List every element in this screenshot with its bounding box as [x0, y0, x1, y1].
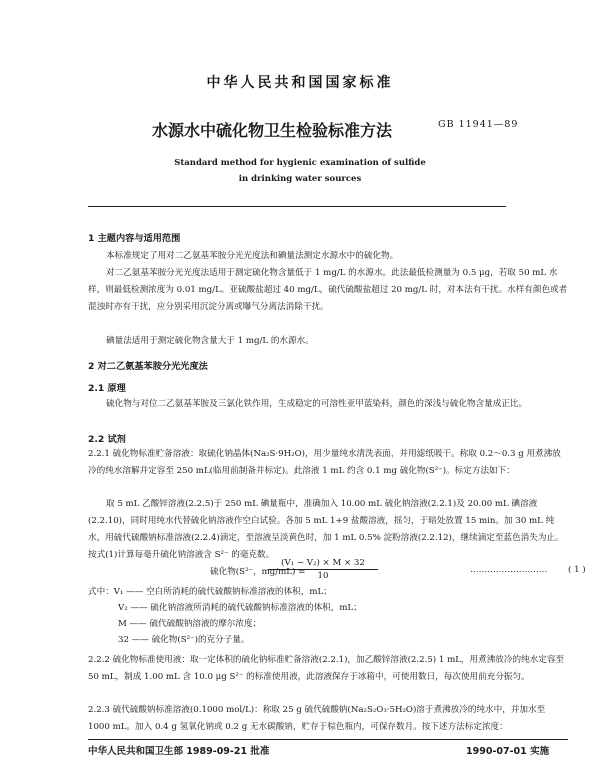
- section-2-heading: 2 对二乙氨基苯胺分光光度法: [88, 361, 208, 372]
- section-2-2-3-paragraph: 2.2.3 硫代硫酸钠标准溶液(0.1000 mol/L)：称取 25 g 硫代硫酸钠(Na₂S₂O₃·5H₂O)溶于煮沸放冷的纯水中，并加水至 1000 mL。加入 0.4 g 氢氧化钠或 0.2 g 无水碳酸钠，贮存于棕色瓶内，可保存数月。按下述方法标定浓度：: [88, 705, 546, 732]
- approval-note: 中华人民共和国卫生部 1989-09-21 批准: [88, 746, 270, 757]
- formula-label: 硫化物(S²⁻，mg/mL) =: [210, 567, 306, 577]
- formula-dots: ………………………: [470, 565, 548, 575]
- formula-number: ( 1 ): [568, 565, 586, 575]
- section-2-2-1-paragraph: 2.2.1 硫化物标准贮备溶液：取硫化钠晶体(Na₂S·9H₂O)，用少量纯水清洗表面，并用滤纸吸干。称取 0.2～0.3 g 用煮沸放冷的纯水溶解并定容至 250 mL(临用前制备并标定)。此溶液 1 mL 约含 0.1 mg 硫化物(S²⁻)。标定方法如下：: [88, 449, 561, 476]
- variable-definition-4: 32 —— 硫化物(S²⁻)的克分子量。: [118, 635, 250, 645]
- english-title-line2: in drinking water sources: [238, 174, 362, 184]
- section-1-paragraph-1: 本标准规定了用对二乙氨基苯胺分光光度法和碘量法测定水源水中的硫化物。: [106, 251, 399, 261]
- english-title-line1: Standard method for hygienic examination of sulfide: [174, 158, 426, 168]
- section-1-paragraph-2: 对二乙氨基苯胺分光光度法适用于测定硫化物含量低于 1 mg/L 的水源水。此法最低检测量为 0.5 μg，若取 50 mL 水样，则最低检测浓度为 0.01 mg/L。亚硫酸盐超过 40 mg/L，硫代硫酸盐超过 20 mg/L 时，对本法有干扰。水样有颜色或者混浊时亦有干扰，应分别采用沉淀分离或曝气分离法消除干扰。: [88, 268, 568, 312]
- title-divider: [88, 206, 506, 207]
- standard-number: GB 11941—89: [438, 119, 519, 130]
- section-2-1-heading: 2.1 原理: [88, 383, 126, 394]
- section-2-2-2-paragraph: 2.2.2 硫化物标准使用液：取一定体积的硫化钠标准贮备溶液(2.2.1)，加乙酸锌溶液(2.2.5) 1 mL，用煮沸放冷的纯水定容至 50 mL，制成 1.00 mL 含 10.0 μg S²⁻ 的标准使用液，此溶液保存于冰箱中，可使用数日，每次使用前充分振匀。: [88, 655, 565, 682]
- variable-definition-3: M —— 硫代硫酸钠溶液的摩尔浓度；: [118, 619, 262, 629]
- footer-divider: [88, 739, 568, 740]
- formula-fraction: [268, 558, 378, 581]
- section-2-2-heading: 2.2 试剂: [88, 434, 126, 445]
- section-1-paragraph-3: 碘量法适用于测定硫化物含量大于 1 mg/L 的水源水。: [106, 336, 314, 346]
- variable-definition-1: 式中：V₁ —— 空白所消耗的硫代硫酸钠标准溶液的体积，mL；: [88, 587, 332, 597]
- main-title: 水源水中硫化物卫生检验标准方法: [152, 121, 393, 140]
- section-2-2-1-calibration: 取 5 mL 乙酸锌溶液(2.2.5)于 250 mL 碘量瓶中，准确加入 10.00 mL 硫化钠溶液(2.2.1)及 20.00 mL 碘溶液(2.2.10)，同时用纯水代替硫化钠溶液作空白试验。各加 5 mL 1+9 盐酸溶液，摇匀，于暗处放置 15 min。加 30 mL 纯水，用硫代硫酸钠标准溶液(2.2.4)滴定，至溶液呈淡黄色时，加 1 mL 0.5% 淀粉溶液(2.2.12)，继续滴定至蓝色消失为止。按式(1)计算每毫升硫化钠溶液含 S²⁻ 的毫克数。: [88, 499, 564, 560]
- standard-title: 中华人民共和国国家标准: [206, 75, 394, 91]
- variable-definition-2: V₂ —— 硫化钠溶液所消耗的硫代硫酸钠标准溶液的体积，mL；: [118, 603, 362, 613]
- implementation-date: 1990-07-01 实施: [466, 746, 550, 757]
- formula-numerator: (V₁ − V₂) × M × 32: [268, 558, 378, 570]
- section-1-heading: 1 主题内容与适用范围: [88, 233, 181, 244]
- formula-denominator: 10: [317, 571, 329, 581]
- section-2-1-paragraph: 硫化物与对位二乙氨基苯胺及三氯化铁作用，生成稳定的可溶性亚甲蓝染料，颜色的深浅与硫化物含量成正比。: [106, 399, 528, 409]
